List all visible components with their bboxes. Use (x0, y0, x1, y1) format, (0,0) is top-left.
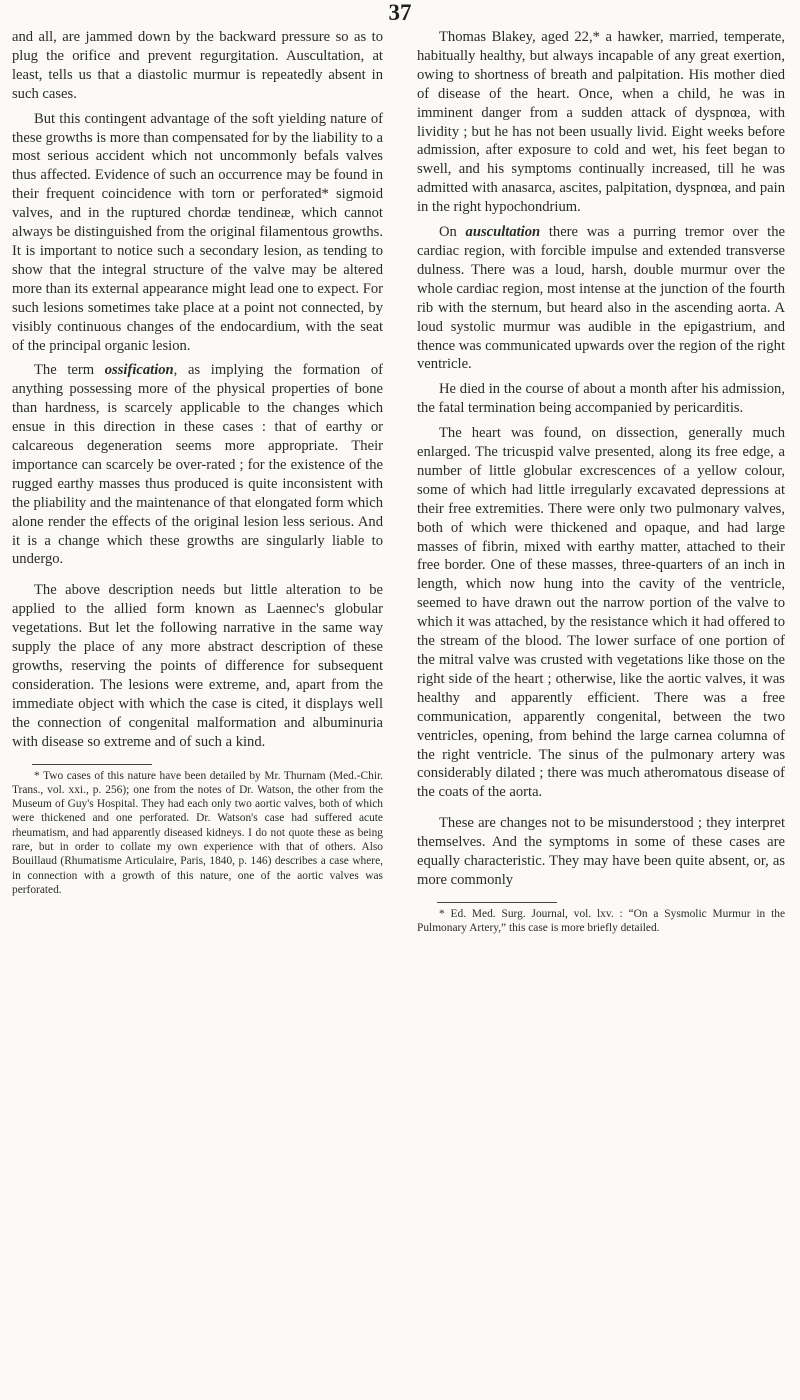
case-history-paragraph: Thomas Blakey, aged 22,* a hawker, married, temperate, habitually healthy, but always incapable of any great exertion, owing to shortness of breath and palpitation. His mother died of disease of the heart. Once, when a child, he was in imminent danger from a sudden attack of dyspnœa, with lividity ; but he has not been usually livid. Eight weeks before admission, after exposure to cold and wet, his feet began to swell, and his symptoms continually increased, till he was admitted with anasarca, ascites, palpitation, dyspnœa, and pain in the right hypochondrium. (417, 29, 785, 216)
left-column (12, 28, 383, 903)
auscultation-body: there was a purring tremor over the cardiac region, with forcible impulse and extended transverse dulness. There was a loud, harsh, double murmur over the whole cardiac region, most intense at the junction of the fourth rib with the sternum, but heard also in the ascending aorta. A loud systolic murmur was audible in the epigastrium, and thence was communicated upwards over the region of the right ventricle. (417, 224, 785, 373)
ossification-term: ossification (104, 362, 174, 379)
auscultation-lead: On (439, 224, 466, 241)
ossification-body: , as implying the formation of anything possessing more of the physical properties of bone than hardness, is scarcely applicable to the changes which ensue in this direction in these cases : that of earthy or calcareous degeneration seems more appropriate. Their importance can scarcely be over-rated ; for the existence of the rugged earthy masses thus produced is quite inconsistent with the pliability and the maintenance of that elongated form which alone render the effects of the original lesion less serious. And it is a change which these growths are singularly liable to undergo. (12, 362, 383, 568)
dissection-paragraph: The heart was found, on dissection, generally much enlarged. The tricuspid valve presented, along its free edge, a number of little globular excrescences of a yellow colour, some of which had little irregularly excavated depressions at their free extremities. There were only two pulmonary valves, both of which were thickened and opaque, and had large masses of fibrin, mixed with earthy matter, attached to their free border. One of these masses, three-quarters of an inch in length, which now hung into the cavity of the ventricle, seemed to have drawn out the narrow portion of the valve to which it was attached, by the resistance which it had offered to the stream of the blood. The lower surface of one portion of the mitral valve was crusted with vegetations like those on the right side of the heart ; otherwise, like the aortic valves, it was healthy and apparently efficient. There was a free communication, apparently congenital, between the two ventricles, opening, from behind the large carnea columna of the right ventricle. The sinus of the pulmonary artery was considerably dilated ; there was much atheromatous disease of the coats of the aorta. (417, 425, 785, 801)
left-footnote: * Two cases of this nature have been detailed by Mr. Thurnam (Med.-Chir. Trans., vol. xxi., p. 256); one from the notes of Dr. Watson, the other from the Museum of Guy's Hospital. They had each only two aortic valves, both of which were thickened and one perforated. Dr. Watson's case had suffered acute rheumatism, and had apparently diseased kidneys. I do not quote these as being rare, but in order to collate my own experience with that of others. Also Bouillaud (Rhumatisme Articulaire, Paris, 1840, p. 146) describes a case where, in connection with a growth of this nature, one of the aortic valves was perforated. (12, 769, 383, 896)
left-paragraph-1: and all, are jammed down by the backward pressure so as to plug the orifice and prevent regurgitation. Auscultation, at least, tells us that a diastolic murmur is repeatedly absent in such cases. (12, 29, 383, 102)
ossification-lead: The term (34, 362, 105, 379)
right-footnote: * Ed. Med. Surg. Journal, vol. lxv. : “On a Sysmolic Murmur in the Pulmonary Artery,” this case is more briefly detailed. (417, 907, 785, 935)
footnote-rule-right (437, 902, 557, 903)
ossification-paragraph (12, 361, 383, 569)
auscultation-term: auscultation (465, 224, 541, 241)
death-paragraph: He died in the course of about a month after his admission, the fatal termination being accompanied by pericarditis. (417, 381, 785, 417)
left-paragraph-4: The above description needs but little alteration to be applied to the allied form known as Laennec's globular vegetations. But let the following narrative in the same way supply the place of any more abstract description of these growths, reserving the points of difference for subsequent consideration. The lesions were extreme, and, apart from the immediate object with which the case is cited, it displays well the connection of congenital malformation and albuminuria with disease so extreme and of such a kind. (12, 582, 383, 750)
interpretation-paragraph: These are changes not to be misunderstood ; they interpret themselves. And the symptoms in some of these cases are equally characteristic. They may have been quite absent, or, as more commonly (417, 815, 785, 888)
left-paragraph-2: But this contingent advantage of the soft yielding nature of these growths is more than compensated for by the liability to a most serious accident which not uncommonly befals valves thus affected. Evidence of such an occurrence may be found in their frequent coincidence with torn or perforated* sigmoid valves, and in the ruptured chordæ tendineæ, which cannot always be distinguished from the original filamentous growths. It is important to notice such a secondary lesion, as tending to show that the integral structure of the valve may be altered more than its external appearance might lead one to expect. For such lesions sometimes take place at a point not connected, by visibly continuous changes of the endocardium, with the seat of the principal organic lesion. (12, 110, 383, 354)
footnote-rule-left (32, 764, 152, 765)
page-number: 37 (388, 0, 412, 25)
right-column (417, 28, 785, 941)
auscultation-paragraph (417, 223, 785, 374)
